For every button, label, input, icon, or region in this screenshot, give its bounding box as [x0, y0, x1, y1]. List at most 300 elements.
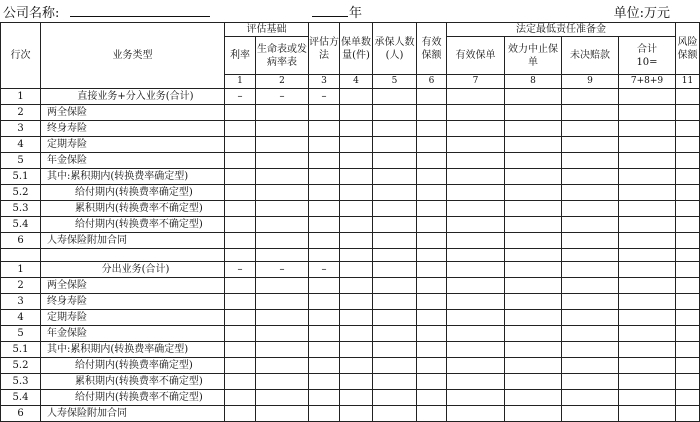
data-cell[interactable]: [447, 217, 505, 233]
data-cell[interactable]: [505, 105, 562, 121]
col-header-total-label: 合计: [637, 43, 657, 55]
data-cell[interactable]: [309, 185, 340, 201]
data-cell[interactable]: [340, 89, 373, 105]
business-type-cell: 给付期内(转换费率不确定型): [41, 390, 225, 406]
data-cell[interactable]: [309, 374, 340, 390]
separator-cell: [309, 249, 340, 262]
col-number: 1: [225, 75, 256, 89]
data-cell[interactable]: [447, 262, 505, 278]
data-cell[interactable]: [309, 169, 340, 185]
data-cell[interactable]: [447, 406, 505, 422]
data-cell[interactable]: [562, 153, 619, 169]
row-number: 6: [1, 406, 41, 422]
separator-cell: [447, 249, 505, 262]
data-cell[interactable]: [417, 137, 447, 153]
data-cell[interactable]: [373, 262, 417, 278]
data-cell[interactable]: [256, 185, 309, 201]
data-cell[interactable]: [417, 294, 447, 310]
business-type-cell: 两全保险: [41, 105, 225, 121]
data-cell[interactable]: [676, 278, 700, 294]
data-cell[interactable]: [225, 278, 256, 294]
data-cell[interactable]: [225, 358, 256, 374]
data-cell[interactable]: [417, 217, 447, 233]
data-cell[interactable]: [340, 169, 373, 185]
data-cell[interactable]: [256, 153, 309, 169]
table-row: [1, 137, 700, 153]
data-cell[interactable]: [340, 217, 373, 233]
data-cell[interactable]: [256, 217, 309, 233]
data-cell[interactable]: [309, 390, 340, 406]
data-cell[interactable]: [417, 201, 447, 217]
business-type-cell: 给付期内(转换费率确定型): [41, 185, 225, 201]
col-header-risk-premium: 风险保额: [676, 23, 700, 75]
business-type-cell: 年金保险: [41, 326, 225, 342]
table-row: [1, 217, 700, 233]
data-cell[interactable]: [619, 358, 676, 374]
data-cell[interactable]: [373, 390, 417, 406]
table-row: [1, 233, 700, 249]
data-cell[interactable]: [417, 278, 447, 294]
data-cell[interactable]: [309, 278, 340, 294]
data-cell[interactable]: [505, 262, 562, 278]
business-type-cell: 累积期内(转换费率不确定型): [41, 201, 225, 217]
data-cell[interactable]: [676, 201, 700, 217]
data-cell[interactable]: [676, 137, 700, 153]
dash-cell[interactable]: –: [256, 89, 309, 105]
business-type-cell: 定期寿险: [41, 137, 225, 153]
data-cell[interactable]: [340, 233, 373, 249]
data-cell[interactable]: [447, 105, 505, 121]
data-cell[interactable]: [256, 169, 309, 185]
data-cell[interactable]: [562, 185, 619, 201]
data-cell[interactable]: [309, 153, 340, 169]
data-cell[interactable]: [309, 201, 340, 217]
data-cell[interactable]: [676, 89, 700, 105]
data-cell[interactable]: [676, 185, 700, 201]
data-cell[interactable]: [447, 278, 505, 294]
data-cell[interactable]: [562, 201, 619, 217]
data-cell[interactable]: [309, 310, 340, 326]
data-cell[interactable]: [225, 406, 256, 422]
col-header-life-table: 生命表或发病率表: [256, 37, 309, 75]
data-cell[interactable]: [505, 406, 562, 422]
data-cell[interactable]: [447, 326, 505, 342]
data-cell[interactable]: [619, 342, 676, 358]
data-cell[interactable]: [505, 89, 562, 105]
data-cell[interactable]: [309, 326, 340, 342]
col-number: 2: [256, 75, 309, 89]
data-cell[interactable]: [676, 342, 700, 358]
business-type-cell: 终身寿险: [41, 121, 225, 137]
data-cell[interactable]: [340, 105, 373, 121]
data-cell[interactable]: [619, 278, 676, 294]
data-cell[interactable]: [417, 169, 447, 185]
table-row: [1, 185, 700, 201]
data-cell[interactable]: [309, 137, 340, 153]
data-cell[interactable]: [619, 105, 676, 121]
company-name-blank: [70, 16, 210, 17]
table-row: [1, 278, 700, 294]
data-cell[interactable]: [340, 374, 373, 390]
col-header-lapsed-policy: 效力中止保单: [505, 37, 562, 75]
data-cell[interactable]: [505, 201, 562, 217]
data-cell[interactable]: [505, 153, 562, 169]
data-cell[interactable]: [505, 278, 562, 294]
data-cell[interactable]: [676, 217, 700, 233]
data-cell[interactable]: [417, 310, 447, 326]
data-cell[interactable]: [225, 310, 256, 326]
data-cell[interactable]: [417, 358, 447, 374]
data-cell[interactable]: [256, 358, 309, 374]
business-type-cell: 给付期内(转换费率确定型): [41, 358, 225, 374]
business-type-cell: 人寿保险附加合同: [41, 233, 225, 249]
data-cell[interactable]: [562, 169, 619, 185]
separator-cell: [562, 249, 619, 262]
data-cell[interactable]: [447, 185, 505, 201]
form-header: [0, 0, 700, 22]
data-cell[interactable]: [562, 262, 619, 278]
data-cell[interactable]: [505, 233, 562, 249]
col-number: 4: [340, 75, 373, 89]
data-cell[interactable]: [225, 374, 256, 390]
data-cell[interactable]: [373, 105, 417, 121]
data-cell[interactable]: [340, 358, 373, 374]
data-cell[interactable]: [676, 358, 700, 374]
data-cell[interactable]: [505, 121, 562, 137]
data-cell[interactable]: [562, 326, 619, 342]
separator-cell: [417, 249, 447, 262]
data-cell[interactable]: [373, 278, 417, 294]
data-cell[interactable]: [309, 342, 340, 358]
col-number: 5: [373, 75, 417, 89]
data-cell[interactable]: [447, 121, 505, 137]
data-cell[interactable]: [676, 326, 700, 342]
dash-cell[interactable]: –: [309, 262, 340, 278]
table-row: [1, 326, 700, 342]
data-cell[interactable]: [562, 233, 619, 249]
data-cell[interactable]: [562, 294, 619, 310]
data-cell[interactable]: [373, 233, 417, 249]
data-cell[interactable]: [505, 137, 562, 153]
table-row: [1, 294, 700, 310]
data-cell[interactable]: [619, 233, 676, 249]
data-cell[interactable]: [225, 201, 256, 217]
data-cell[interactable]: [225, 169, 256, 185]
data-cell[interactable]: [619, 262, 676, 278]
row-number: 1: [1, 262, 41, 278]
data-cell[interactable]: [447, 358, 505, 374]
dash-cell[interactable]: –: [225, 262, 256, 278]
data-cell[interactable]: [256, 374, 309, 390]
data-cell[interactable]: [676, 406, 700, 422]
reserve-table: [0, 22, 700, 422]
col-header-total-formula-2: 7+8+9: [619, 75, 676, 89]
table-row: [1, 342, 700, 358]
data-cell[interactable]: [225, 390, 256, 406]
data-cell[interactable]: [373, 374, 417, 390]
data-cell[interactable]: [373, 153, 417, 169]
data-cell[interactable]: [447, 310, 505, 326]
data-cell[interactable]: [340, 278, 373, 294]
data-cell[interactable]: [417, 121, 447, 137]
data-cell[interactable]: [340, 185, 373, 201]
data-cell[interactable]: [447, 294, 505, 310]
data-cell[interactable]: [340, 153, 373, 169]
data-cell[interactable]: [256, 137, 309, 153]
data-cell[interactable]: [619, 89, 676, 105]
data-cell[interactable]: [225, 294, 256, 310]
col-header-outstanding-claims: 未决赔款: [562, 37, 619, 75]
data-cell[interactable]: [417, 262, 447, 278]
data-cell[interactable]: [619, 374, 676, 390]
data-cell[interactable]: [373, 294, 417, 310]
data-cell[interactable]: [373, 201, 417, 217]
data-cell[interactable]: [562, 121, 619, 137]
data-cell[interactable]: [562, 406, 619, 422]
data-cell[interactable]: [562, 390, 619, 406]
data-cell[interactable]: [256, 342, 309, 358]
col-number: 11: [676, 75, 700, 89]
data-cell[interactable]: [373, 342, 417, 358]
data-cell[interactable]: [417, 105, 447, 121]
business-type-cell: 其中:累积期内(转换费率确定型): [41, 169, 225, 185]
data-cell[interactable]: [619, 137, 676, 153]
data-cell[interactable]: [256, 390, 309, 406]
table-row: [1, 169, 700, 185]
row-number: 5: [1, 153, 41, 169]
separator-cell: [340, 249, 373, 262]
data-cell[interactable]: [505, 310, 562, 326]
data-cell[interactable]: [417, 233, 447, 249]
row-number: 2: [1, 278, 41, 294]
row-number: 3: [1, 294, 41, 310]
separator-cell: [676, 249, 700, 262]
data-cell[interactable]: [562, 342, 619, 358]
data-cell[interactable]: [447, 342, 505, 358]
dash-cell[interactable]: –: [256, 262, 309, 278]
row-number: 1: [1, 89, 41, 105]
business-type-cell: 直接业务+分入业务(合计): [41, 89, 225, 105]
col-number: 9: [562, 75, 619, 89]
data-cell[interactable]: [676, 262, 700, 278]
data-cell[interactable]: [676, 153, 700, 169]
data-cell[interactable]: [619, 406, 676, 422]
data-cell[interactable]: [340, 406, 373, 422]
col-header-valuation-method: 评估方法: [309, 23, 340, 75]
data-cell[interactable]: [447, 374, 505, 390]
row-number: 5.3: [1, 374, 41, 390]
data-cell[interactable]: [225, 121, 256, 137]
data-cell[interactable]: [619, 390, 676, 406]
dash-cell[interactable]: –: [225, 89, 256, 105]
table-row: [1, 390, 700, 406]
separator-cell: [505, 249, 562, 262]
data-cell[interactable]: [309, 358, 340, 374]
data-cell[interactable]: [562, 105, 619, 121]
data-cell[interactable]: [505, 185, 562, 201]
data-cell[interactable]: [676, 390, 700, 406]
data-cell[interactable]: [417, 406, 447, 422]
data-cell[interactable]: [505, 326, 562, 342]
data-cell[interactable]: [562, 310, 619, 326]
data-cell[interactable]: [225, 185, 256, 201]
data-cell[interactable]: [447, 153, 505, 169]
data-cell[interactable]: [447, 137, 505, 153]
section-separator: [1, 249, 700, 262]
data-cell[interactable]: [256, 105, 309, 121]
data-cell[interactable]: [562, 278, 619, 294]
data-cell[interactable]: [447, 233, 505, 249]
data-cell[interactable]: [417, 342, 447, 358]
data-cell[interactable]: [676, 121, 700, 137]
row-number: 5.3: [1, 201, 41, 217]
data-cell[interactable]: [256, 310, 309, 326]
data-cell[interactable]: [505, 294, 562, 310]
data-cell[interactable]: [373, 358, 417, 374]
data-cell[interactable]: [309, 406, 340, 422]
data-cell[interactable]: [447, 89, 505, 105]
unit-label: 单位:万元: [613, 6, 670, 21]
data-cell[interactable]: [373, 185, 417, 201]
data-cell[interactable]: [225, 233, 256, 249]
data-cell[interactable]: [619, 169, 676, 185]
data-cell[interactable]: [619, 294, 676, 310]
data-cell[interactable]: [256, 294, 309, 310]
data-cell[interactable]: [417, 153, 447, 169]
data-cell[interactable]: [256, 406, 309, 422]
table-row: [1, 89, 700, 105]
data-cell[interactable]: [309, 105, 340, 121]
data-cell[interactable]: [676, 310, 700, 326]
data-cell[interactable]: [619, 153, 676, 169]
data-cell[interactable]: [225, 342, 256, 358]
data-cell[interactable]: [340, 310, 373, 326]
data-cell[interactable]: [447, 201, 505, 217]
data-cell[interactable]: [417, 374, 447, 390]
data-cell[interactable]: [225, 137, 256, 153]
data-cell[interactable]: [562, 89, 619, 105]
data-cell[interactable]: [225, 153, 256, 169]
data-cell[interactable]: [256, 121, 309, 137]
data-cell[interactable]: [562, 358, 619, 374]
data-cell[interactable]: [619, 121, 676, 137]
data-cell[interactable]: [340, 201, 373, 217]
data-cell[interactable]: [447, 390, 505, 406]
data-cell[interactable]: [619, 217, 676, 233]
data-cell[interactable]: [256, 326, 309, 342]
data-cell[interactable]: [373, 121, 417, 137]
separator-cell: [619, 249, 676, 262]
data-cell[interactable]: [676, 233, 700, 249]
data-cell[interactable]: [417, 326, 447, 342]
data-cell[interactable]: [373, 137, 417, 153]
data-cell[interactable]: [619, 185, 676, 201]
col-header-effective-policy: 有效保单: [447, 37, 505, 75]
data-cell[interactable]: [676, 169, 700, 185]
business-type-cell: 累积期内(转换费率不确定型): [41, 374, 225, 390]
data-cell[interactable]: [562, 374, 619, 390]
data-cell[interactable]: [340, 121, 373, 137]
data-cell[interactable]: [225, 105, 256, 121]
business-type-cell: 终身寿险: [41, 294, 225, 310]
data-cell[interactable]: [256, 278, 309, 294]
data-cell[interactable]: [417, 89, 447, 105]
separator-cell: [256, 249, 309, 262]
separator-cell: [41, 249, 225, 262]
row-number: 5.1: [1, 342, 41, 358]
data-cell[interactable]: [505, 217, 562, 233]
data-cell[interactable]: [373, 310, 417, 326]
business-type-cell: 定期寿险: [41, 310, 225, 326]
business-type-cell: 其中:累积期内(转换费率确定型): [41, 342, 225, 358]
data-cell[interactable]: [256, 233, 309, 249]
data-cell[interactable]: [340, 326, 373, 342]
data-cell[interactable]: [373, 217, 417, 233]
data-cell[interactable]: [309, 294, 340, 310]
data-cell[interactable]: [256, 201, 309, 217]
data-cell[interactable]: [417, 185, 447, 201]
table-row: [1, 153, 700, 169]
data-cell[interactable]: [373, 169, 417, 185]
data-cell[interactable]: [505, 169, 562, 185]
data-cell[interactable]: [340, 137, 373, 153]
col-header-row-no: 行次: [1, 23, 41, 89]
business-type-cell: 给付期内(转换费率不确定型): [41, 217, 225, 233]
separator-cell: [225, 249, 256, 262]
row-number: 3: [1, 121, 41, 137]
business-type-cell: 年金保险: [41, 153, 225, 169]
data-cell[interactable]: [309, 121, 340, 137]
dash-cell[interactable]: –: [309, 89, 340, 105]
data-cell[interactable]: [676, 105, 700, 121]
data-cell[interactable]: [309, 233, 340, 249]
col-header-total-formula-1: 10=: [636, 56, 658, 68]
data-cell[interactable]: [505, 358, 562, 374]
col-header-statutory-reserve: 法定最低责任准备金: [447, 23, 676, 37]
row-number: 5.2: [1, 358, 41, 374]
data-cell[interactable]: [340, 262, 373, 278]
data-cell[interactable]: [619, 310, 676, 326]
data-cell[interactable]: [373, 406, 417, 422]
row-number: 5.1: [1, 169, 41, 185]
data-cell[interactable]: [676, 294, 700, 310]
data-cell[interactable]: [562, 217, 619, 233]
col-number: 6: [417, 75, 447, 89]
data-cell[interactable]: [417, 390, 447, 406]
data-cell[interactable]: [447, 169, 505, 185]
row-number: 5.4: [1, 217, 41, 233]
data-cell[interactable]: [619, 201, 676, 217]
data-cell[interactable]: [340, 294, 373, 310]
data-cell[interactable]: [225, 217, 256, 233]
data-cell[interactable]: [505, 374, 562, 390]
data-cell[interactable]: [676, 374, 700, 390]
data-cell[interactable]: [225, 326, 256, 342]
company-name-label: 公司名称:: [3, 6, 60, 21]
data-cell[interactable]: [373, 326, 417, 342]
data-cell[interactable]: [505, 342, 562, 358]
data-cell[interactable]: [619, 326, 676, 342]
data-cell[interactable]: [505, 390, 562, 406]
data-cell[interactable]: [562, 137, 619, 153]
data-cell[interactable]: [340, 390, 373, 406]
data-cell[interactable]: [373, 89, 417, 105]
col-header-total: [619, 37, 676, 75]
data-cell[interactable]: [309, 217, 340, 233]
data-cell[interactable]: [340, 342, 373, 358]
table-row: [1, 121, 700, 137]
row-number: 2: [1, 105, 41, 121]
